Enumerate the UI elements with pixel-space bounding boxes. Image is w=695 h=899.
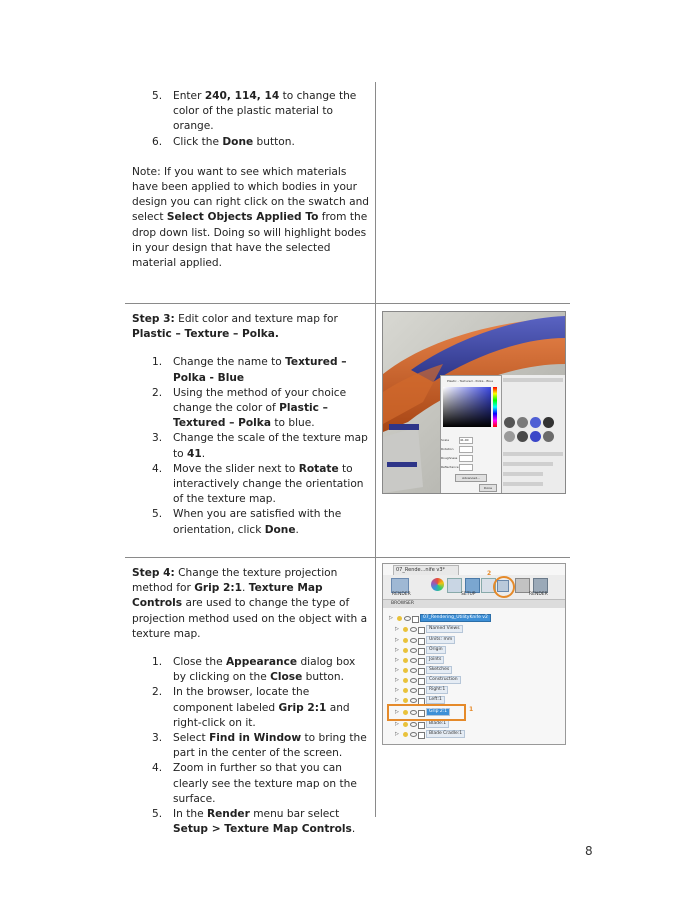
list-number: 3. [152,432,163,445]
color-picker-field[interactable] [443,387,491,427]
material-swatch[interactable] [517,431,528,442]
note-paragraph: Note: If you want to see which materials have been applied to which bodies in your design you can right click on the swatch and select Select Objects Applied To from the drop down list. Doing so will highlight bodes in your design that have the selected material applied. [132,165,370,270]
material-swatch[interactable] [504,417,515,428]
visibility-icon[interactable] [410,648,417,653]
folder-icon [418,732,425,739]
expand-triangle-icon[interactable]: ▷ [395,647,399,653]
browser-tree-label: Joints [426,656,444,664]
folder-icon [418,627,425,634]
expand-triangle-icon[interactable]: ▷ [395,709,399,715]
list-item: 1. Close the Appearance dialog box by clicking on the Close button. [152,656,356,684]
step4-heading: Step 4: Change the texture projection method for Grip 2:1. Texture Map Controls are used to change the type of projection method used on the object with a texture map. [132,567,368,640]
list-number: 4. [152,762,163,775]
scene-settings-icon[interactable] [465,578,480,593]
material-swatch[interactable] [504,431,515,442]
done-button[interactable]: Done [479,484,497,492]
setup-menu-label[interactable]: SETUP [461,592,476,597]
expand-triangle-icon[interactable]: ▷ [395,626,399,632]
expand-triangle-icon[interactable]: ▷ [395,687,399,693]
library-bar [503,452,563,456]
lightbulb-icon[interactable] [403,638,408,643]
folder-icon [418,678,425,685]
folder-icon [418,638,425,645]
visibility-icon[interactable] [410,668,417,673]
render-browser-screenshot [382,563,566,745]
visibility-icon[interactable] [410,722,417,727]
texture-map-controls-icon[interactable] [497,580,509,592]
step4-section [132,566,370,837]
list-item: 3. Select Find in Window to bring the part in the center of the screen. [152,732,367,760]
dialog-title: Plastic - Textured - Polka - Blue [446,379,494,383]
list-number: 6. [152,135,163,148]
lightbulb-icon[interactable] [403,668,408,673]
lightbulb-icon[interactable] [403,722,408,727]
expand-triangle-icon[interactable]: ▷ [395,657,399,663]
list-number: 4. [152,462,163,475]
appearance-header [503,378,563,382]
callout-number-1: 1 [469,706,474,713]
rotation-input[interactable] [459,446,473,453]
browser-tree-label: Sketches [426,666,452,674]
list-item: 5. Enter 240, 114, 14 to change the color of the plastic material to orange. [152,90,357,133]
grip-highlight-box [387,704,466,721]
expand-triangle-icon[interactable]: ▷ [389,615,393,621]
lightbulb-icon[interactable] [403,732,408,737]
roughness-input[interactable] [459,455,473,462]
top-steps-list [132,89,370,150]
library-bar [503,482,543,486]
visibility-icon[interactable] [410,627,417,632]
lightbulb-icon[interactable] [403,627,408,632]
table-vertical-rule [375,82,376,817]
folder-icon [418,648,425,655]
list-item: 2. Using the method of your choice change the color of Plastic – Textured – Polka to blue. [152,386,347,430]
render-menu-label[interactable]: RENDER [529,592,548,597]
list-item: 3. Change the scale of the texture map to 41. [152,432,368,460]
scale-input[interactable]: 41.00 [459,437,473,444]
lightbulb-icon[interactable] [403,678,408,683]
visibility-icon[interactable] [410,658,417,663]
render-workspace-label: RENDER [392,592,411,597]
folder-icon [412,616,419,623]
expand-triangle-icon[interactable]: ▷ [395,677,399,683]
browser-tree-label: Right:1 [426,686,448,694]
physical-material-icon[interactable] [447,578,462,593]
list-item: 6. Click the Done button. [132,135,370,150]
library-bar [503,462,553,466]
folder-icon [418,688,425,695]
lightbulb-icon[interactable] [397,616,402,621]
list-number: 5. [152,808,163,821]
expand-triangle-icon[interactable]: ▷ [395,667,399,673]
list-number: 1. [152,356,163,369]
material-swatch[interactable] [543,417,554,428]
lightbulb-icon[interactable] [403,648,408,653]
field-labels: Scale Rotation Roughness Reflectance [441,438,459,469]
list-number: 5. [152,508,163,521]
render-workspace-icon[interactable] [391,578,409,593]
lightbulb-icon[interactable] [403,658,408,663]
material-swatch[interactable] [543,431,554,442]
appearance-icon[interactable] [431,578,444,591]
list-number: 2. [152,686,163,699]
visibility-icon[interactable] [410,678,417,683]
advanced-button[interactable]: Advanced... [455,474,487,482]
step3-section [132,312,370,538]
reflectance-input[interactable] [459,464,473,471]
folder-icon [418,658,425,665]
expand-triangle-icon[interactable]: ▷ [395,637,399,643]
step4-steps-list [132,655,370,837]
list-number: 1. [152,656,163,669]
list-item: 2. In the browser, locate the component labeled Grip 2:1 and right-click on it. [152,686,350,729]
hue-slider[interactable] [493,387,497,427]
step3-heading: Step 3: Edit color and texture map for Plastic – Texture – Polka. [132,313,338,341]
list-item: 4. Zoom in further so that you can clearly see the texture map on the surface. [152,762,357,805]
material-swatch[interactable] [530,431,541,442]
list-item: 4. Move the slider next to Rotate to interactively change the orientation of the texture map. [152,462,364,506]
expand-triangle-icon[interactable]: ▷ [395,731,399,737]
list-number: 2. [152,386,163,399]
browser-header: BROWSER [383,600,565,608]
browser-tree-label: 07_Rendering_UtilityKnife v2 [420,614,491,622]
browser-tree-label: Construction [426,676,461,684]
material-swatch[interactable] [517,417,528,428]
browser-tree-label: Blade Cradle:1 [426,730,465,738]
list-item: 1. Change the name to Textured – Polka - Blue [152,356,347,384]
page-number: 8 [585,844,593,858]
visibility-icon[interactable] [410,732,417,737]
browser-tree-label: Blade:1 [426,720,449,728]
visibility-icon[interactable] [410,688,417,693]
top-section [132,89,370,271]
browser-tree-label: Units: mm [426,636,455,644]
expand-triangle-icon[interactable]: ▷ [395,721,399,727]
step3-steps-list [132,355,370,537]
table-horizontal-rule [125,303,570,304]
callout-number-2: 2 [487,570,492,577]
list-number: 3. [152,732,163,745]
browser-tree-label: Named Views [426,625,463,633]
material-editor-screenshot [382,311,566,494]
lightbulb-icon[interactable] [403,688,408,693]
visibility-icon[interactable] [410,698,417,703]
render-icon[interactable] [533,578,548,593]
document-tab[interactable]: 07_Rende...nife v3* [393,565,459,576]
lightbulb-icon[interactable] [403,698,408,703]
visibility-icon[interactable] [404,616,411,621]
folder-icon [418,722,425,729]
library-bar [503,472,543,476]
material-swatch[interactable] [530,417,541,428]
list-item: 5. In the Render menu bar select Setup > Texture Map Controls. [152,808,356,836]
folder-icon [418,668,425,675]
table-horizontal-rule [125,557,570,558]
expand-triangle-icon[interactable]: ▷ [395,697,399,703]
list-number: 5. [152,90,163,102]
ground-plane-icon[interactable] [515,578,530,593]
browser-tree-label: Grip 2:1 [426,708,450,716]
visibility-icon[interactable] [410,638,417,643]
browser-tree-label: Left:1 [426,696,445,704]
list-item: 5. When you are satisfied with the orientation, click Done. [152,508,342,536]
browser-tree-label: Origin [426,646,446,654]
